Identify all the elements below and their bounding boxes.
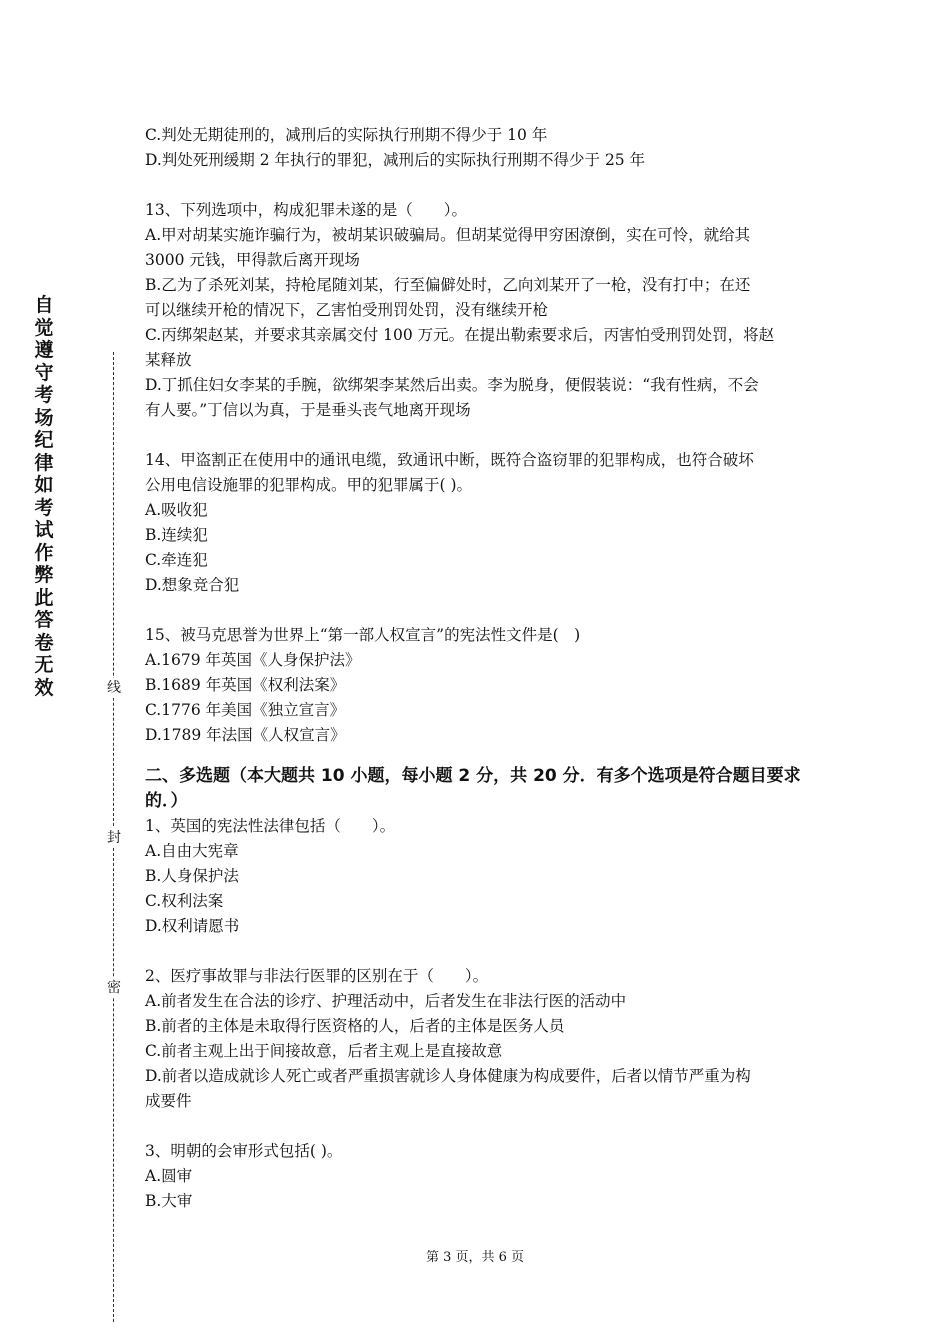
option-line: B.连续犯 bbox=[145, 526, 208, 544]
question-14-cont: 公用电信设施罪的犯罪构成。甲的犯罪属于( )。 bbox=[145, 476, 473, 494]
option-line: A.圆审 bbox=[145, 1167, 193, 1185]
option-line: C.丙绑架赵某，并要求其亲属交付 100 万元。在提出勒索要求后，丙害怕受刑罚处罚，将赵 bbox=[145, 326, 775, 344]
question-13: 13、下列选项中，构成犯罪未遂的是（ ）。 bbox=[145, 201, 467, 219]
exam-content bbox=[145, 123, 815, 1214]
option-line: 可以继续开枪的情况下，乙害怕受刑罚处罚，没有继续开枪 bbox=[145, 301, 549, 319]
option-line: B.大审 bbox=[145, 1192, 193, 1210]
option-line: 成要件 bbox=[145, 1092, 192, 1110]
page-number: 第 3 页，共 6 页 bbox=[425, 1250, 525, 1265]
option-line: A.自由大宪章 bbox=[145, 842, 239, 860]
exam-discipline-notice: 自觉遵守考场纪律如考试作弊此答卷无效 bbox=[34, 294, 54, 699]
option-line: D.想象竞合犯 bbox=[145, 576, 240, 594]
option-line: A.1679 年英国《人身保护法》 bbox=[145, 651, 361, 669]
seal-mark-feng: 封 bbox=[104, 828, 124, 848]
question-m3: 3、明朝的会审形式包括( )。 bbox=[145, 1142, 343, 1160]
section-title-multiple-choice: 二、多选题（本大题共 10 小题，每小题 2 分，共 20 分．有多个选项是符合题目要求的．） bbox=[145, 766, 801, 811]
seal-mark-xian: 线 bbox=[104, 678, 124, 698]
question-m1: 1、英国的宪法性法律包括（ ）。 bbox=[145, 817, 396, 835]
option-line: D.丁抓住妇女李某的手腕，欲绑架李某然后出卖。李为脱身，便假装说：“我有性病，不会 bbox=[145, 376, 759, 394]
option-line: C.1776 年美国《独立宣言》 bbox=[145, 701, 346, 719]
option-line: B.1689 年英国《权利法案》 bbox=[145, 676, 346, 694]
option-line: B.人身保护法 bbox=[145, 867, 239, 885]
option-line: C.牵连犯 bbox=[145, 551, 208, 569]
option-line: C.判处无期徒刑的，减刑后的实际执行刑期不得少于 10 年 bbox=[145, 126, 548, 144]
option-line: D.权利请愿书 bbox=[145, 917, 240, 935]
option-line: C.权利法案 bbox=[145, 892, 224, 910]
option-line: D.1789 年法国《人权宣言》 bbox=[145, 726, 346, 744]
option-line: D.判处死刑缓期 2 年执行的罪犯，减刑后的实际执行刑期不得少于 25 年 bbox=[145, 151, 646, 169]
question-14: 14、甲盗割正在使用中的通讯电缆，致通讯中断，既符合盗窃罪的犯罪构成，也符合破坏 bbox=[145, 451, 754, 469]
option-line: 有人要。”丁信以为真，于是垂头丧气地离开现场 bbox=[145, 401, 471, 419]
option-line: C.前者主观上出于间接故意，后者主观上是直接故意 bbox=[145, 1042, 503, 1060]
option-line: D.前者以造成就诊人死亡或者严重损害就诊人身体健康为构成要件，后者以情节严重为构 bbox=[145, 1067, 751, 1085]
option-line: A.吸收犯 bbox=[145, 501, 208, 519]
option-line: A.甲对胡某实施诈骗行为，被胡某识破骗局。但胡某觉得甲穷困潦倒，实在可怜，就给其 bbox=[145, 226, 751, 244]
question-15: 15、被马克思誉为世界上“第一部人权宣言”的宪法性文件是( ) bbox=[145, 626, 581, 644]
option-line: B.前者的主体是未取得行医资格的人，后者的主体是医务人员 bbox=[145, 1017, 565, 1035]
option-line: 3000 元钱，甲得款后离开现场 bbox=[145, 251, 360, 269]
question-m2: 2、医疗事故罪与非法行医罪的区别在于（ ）。 bbox=[145, 967, 489, 985]
seal-mark-mi: 密 bbox=[104, 978, 124, 998]
option-line: 某释放 bbox=[145, 351, 192, 369]
option-line: A.前者发生在合法的诊疗、护理活动中，后者发生在非法行医的活动中 bbox=[145, 992, 627, 1010]
option-line: B.乙为了杀死刘某，持枪尾随刘某，行至偏僻处时，乙向刘某开了一枪，没有打中；在还 bbox=[145, 276, 751, 294]
